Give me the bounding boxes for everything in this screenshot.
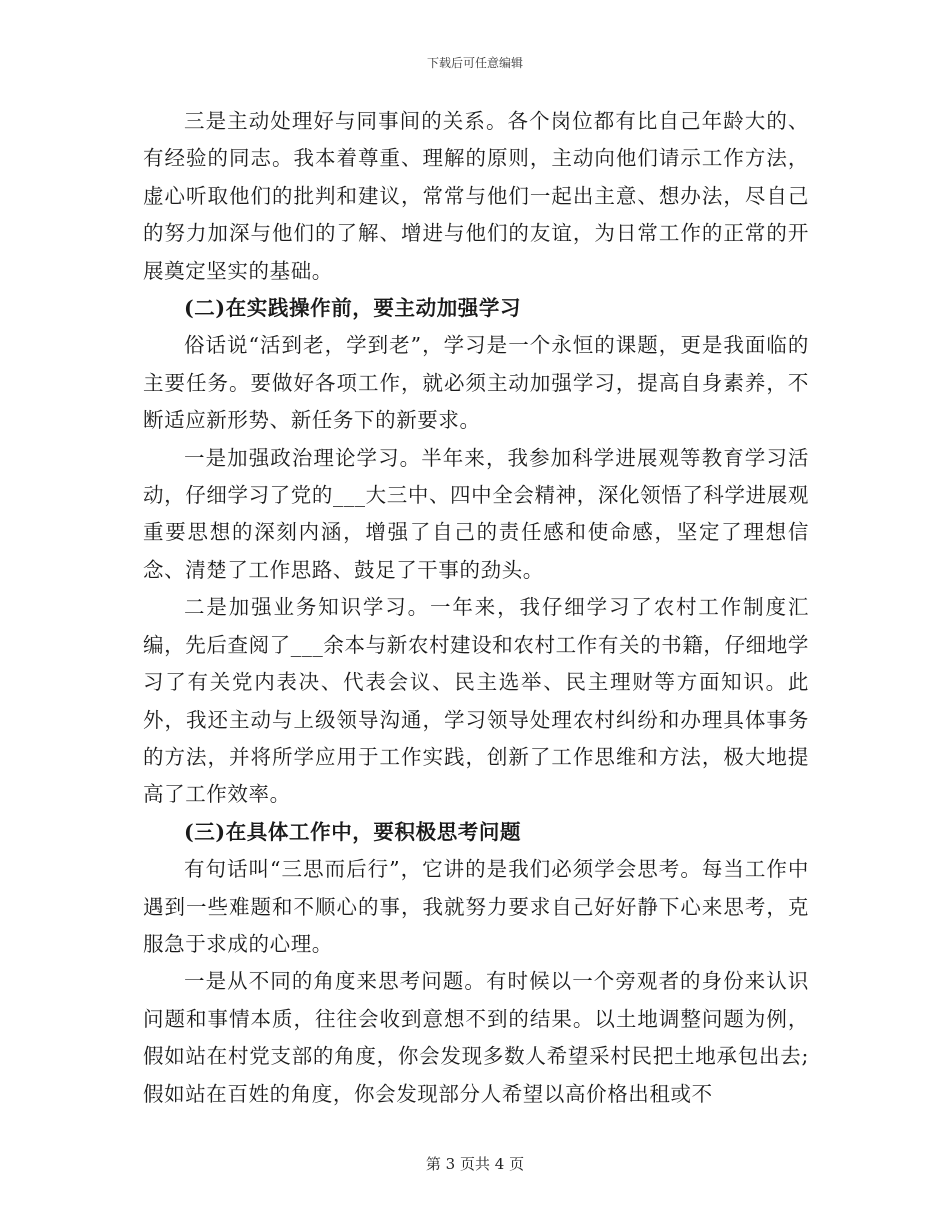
- paragraph-business-study: 二是加强业务知识学习。一年来，我仔细学习了农村工作制度汇编，先后查阅了___余本与新农村建设和农村工作有关的书籍，仔细地学习了有关党内表决、代表会议、民主选举、民主理财等方面知识。此外，我还主动与上级领导沟通，学习领导处理农村纠纷和办理具体事务的方法，并将所学应用于工作实践，创新了工作思维和方法，极大地提高了工作效率。: [143, 595, 809, 807]
- paragraph-political-study: 一是加强政治理论学习。半年来，我参加科学进展观等教育学习活动，仔细学习了党的___大三中、四中全会精神，深化领悟了科学进展观重要思想的深刻内涵，增强了自己的责任感和使命感，坚定了理想信念、清楚了工作思路、鼓足了干事的劲头。: [143, 445, 809, 582]
- paragraph-colleague-relations: 三是主动处理好与同事间的关系。各个岗位都有比自己年龄大的、有经验的同志。我本着尊重、理解的原则，主动向他们请示工作方法，虚心听取他们的批判和建议，常常与他们一起出主意、想办法，尽自己的努力加深与他们的了解、增进与他们的友谊，为日常工作的正常的开展奠定坚实的基础。: [143, 109, 809, 283]
- paragraph-thinking-intro: 有句话叫“三思而后行”，它讲的是我们必须学会思考。每当工作中遇到一些难题和不顺心的事，我就努力要求自己好好静下心来思考，克服急于求成的心理。: [143, 857, 809, 956]
- section-heading-3: (三)在具体工作中，要积极思考问题: [184, 819, 522, 844]
- section-heading-2: (二)在实践操作前，要主动加强学习: [184, 296, 522, 321]
- paragraph-perspectives: 一是从不同的角度来思考问题。有时候以一个旁观者的身份来认识问题和事情本质，往往会收到意想不到的结果。以土地调整问题为例，假如站在村党支部的角度，你会发现多数人希望采村民把土地承包出去;假如站在百姓的角度，你会发现部分人希望以高价格出租或不: [143, 969, 809, 1106]
- page-header-note: 下载后可任意编辑: [426, 56, 523, 70]
- paragraph-learning-intro: 俗话说“活到老，学到老”，学习是一个永恒的课题，更是我面临的主要任务。要做好各项工作，就必须主动加强学习，提高自身素养，不断适应新形势、新任务下的新要求。: [143, 333, 809, 433]
- page-number: 第 3 页共 4 页: [425, 1155, 525, 1173]
- document-body: [143, 103, 809, 1113]
